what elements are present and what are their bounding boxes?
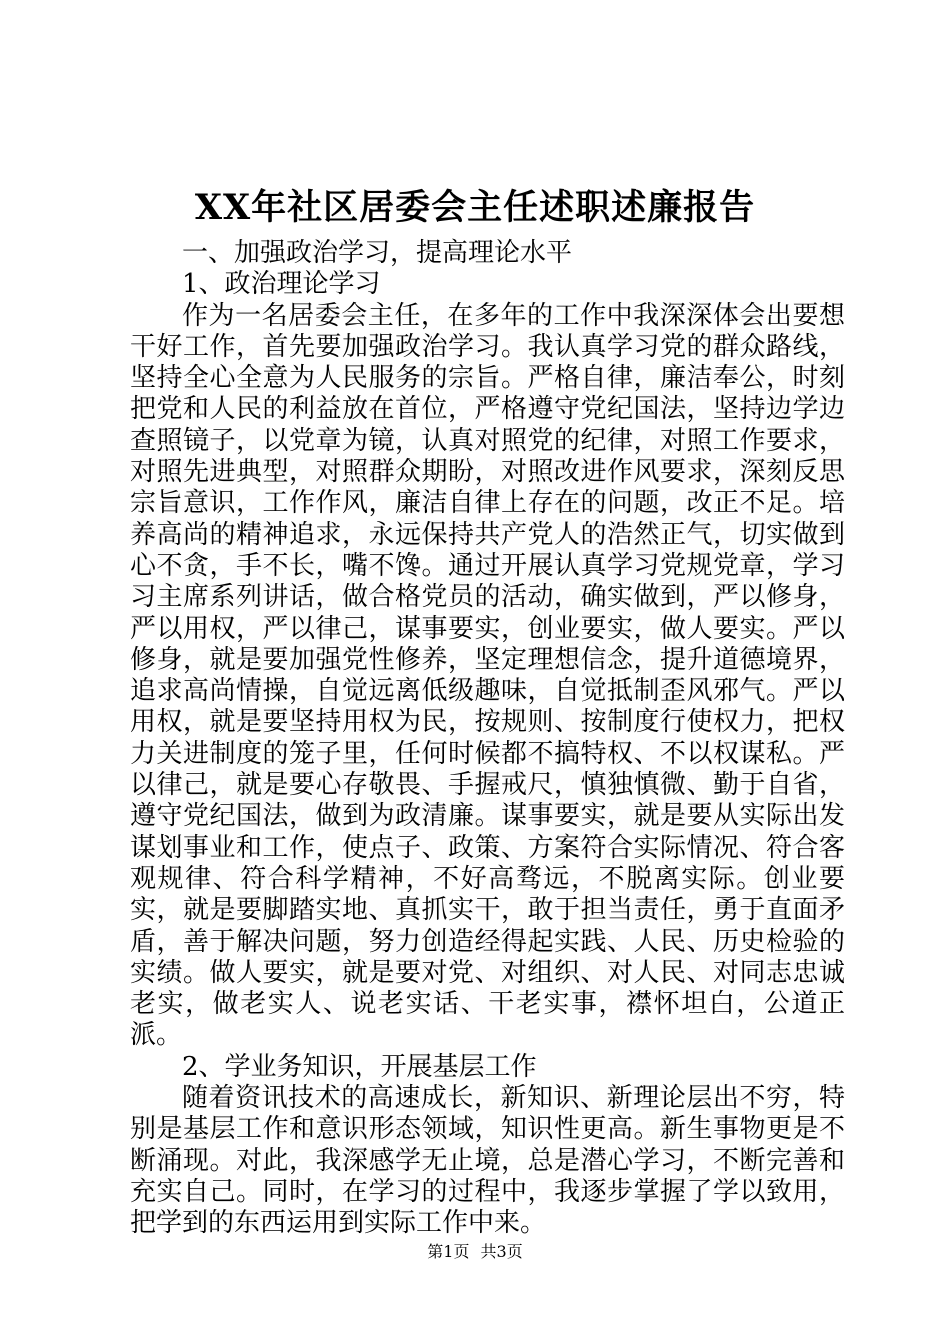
page-total: 共3页 <box>480 1242 523 1261</box>
paragraph: 随着资讯技术的高速成长，新知识、新理论层出不穷，特别是基层工作和意识形态领域，知识性更高。新生事物更是不断涌现。对此，我深感学无止境，总是潜心学习，不断完善和充实自己。同时，在学习的过程中，我逐步掌握了学以致用，把学到的东西运用到实际工作中来。 <box>130 1083 845 1239</box>
subsection-heading: 2、学业务知识，开展基层工作 <box>182 1051 537 1082</box>
paragraph: 作为一名居委会主任，在多年的工作中我深深体会出要想干好工作，首先要加强政治学习。我认真学习党的群众路线，坚持全心全意为人民服务的宗旨。严格自律，廉洁奉公，时刻把党和人民的利益放在首位，严格遵守党纪国法，坚持边学边查照镜子，以党章为镜，认真对照党的纪律，对照工作要求，对照先进典型，对照群众期盼，对照改进作风要求，深刻反思宗旨意识，工作作风，廉洁自律上存在的问题，改正不足。培养高尚的精神追求，永远保持共产党人的浩然正气，切实做到心不贪，手不长，嘴不馋。通过开展认真学习党规党章，学习习主席系列讲话，做合格党员的活动，确实做到，严以修身，严以用权，严以律己，谋事要实，创业要实，做人要实。严以修身，就是要加强党性修养，坚定理想信念，提升道德境界，追求高尚情操，自觉远离低级趣味，自觉抵制歪风邪气。严以用权，就是要坚持用权为民，按规则、按制度行使权力，把权力关进制度的笼子里，任何时候都不搞特权、不以权谋私。严以律己，就是要心存敬畏、手握戒尺，慎独慎微、勤于自省，遵守党纪国法，做到为政清廉。谋事要实，就是要从实际出发谋划事业和工作，使点子、政策、方案符合实际情况、符合客观规律、符合科学精神，不好高骛远，不脱离实际。创业要实，就是要脚踏实地、真抓实干，敢于担当责任，勇于直面矛盾，善于解决问题，努力创造经得起实践、人民、历史检验的实绩。做人要实，就是要对党、对组织、对人民、对同志忠诚老实，做老实人、说老实话、干老实事，襟怀坦白，公道正派。 <box>130 300 845 1051</box>
subsection-heading: 1、政治理论学习 <box>182 269 381 300</box>
page-number: 第1页 <box>427 1242 470 1261</box>
document-body <box>130 238 845 1240</box>
page-footer <box>0 1241 950 1263</box>
document-title: XX年社区居委会主任述职述廉报告 <box>194 187 756 228</box>
section-heading: 一、加强政治学习，提高理论水平 <box>182 238 573 268</box>
